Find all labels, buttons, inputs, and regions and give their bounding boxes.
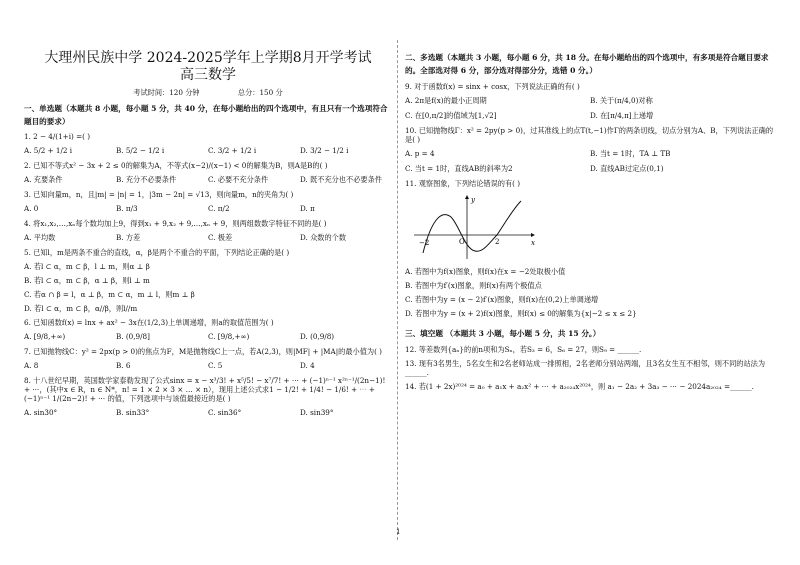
option-d: D. 直线AB过定点(0,1) (590, 163, 664, 173)
question-7: 7. 已知抛物线C：y² = 2px(p > 0)的焦点为F，M是抛物线C上一点，若A(2,3)，则|MF| + |MA|的最小值为( ) (24, 347, 382, 357)
option-b: B. 充分不必要条件 (116, 175, 177, 185)
section-multi-choice: 二、多选题（本题共 3 小题，每小题 6 分，共 18 分。在每小题给出的四个选项中，有多项是符合题目要求的。全部选对得 6 分，部分选对得部分分，选错 0 分。） (405, 53, 769, 75)
question-11: 11. 观察图象，下列结论错误的有( ) (405, 178, 521, 188)
option-d: D. 众数的个数 (300, 233, 347, 243)
option-d: D. 既不充分也不必要条件 (300, 175, 382, 185)
option-d: D. 在[π/4,π]上递增 (590, 110, 654, 120)
question-10-options-ab (405, 149, 775, 158)
option-d: D. 若图中为y = (x + 2)f(x)图象，则f(x) ≤ 0的解集为{x|−2 ≤ x ≤ 2} (405, 308, 637, 318)
option-a: A. 平均数 (24, 233, 56, 243)
y-axis-arrow (465, 195, 469, 199)
title-line2: 高三数学 (180, 66, 236, 83)
question-6: 6. 已知函数f(x) = lnx + ax² − 3x在(1/2,3)上单调递增，则a的取值范围为( ) (24, 318, 274, 328)
question-8-options (24, 408, 392, 417)
question-5: 5. 已知l，m是两条不重合的直线，α，β是两个不重合的平面，下列结论正确的是( ) (24, 248, 290, 258)
option-c: C. π/2 (208, 204, 230, 214)
option-d: D. 若l ⊂ α，m ⊂ β，α//β，则l//m (24, 304, 138, 314)
option-a: A. 8 (24, 361, 39, 371)
question-3: 3. 已知向量m，n，且|m| = |n| = 1，|3m − 2n| = √13，则向量m，n的夹角为( ) (24, 190, 294, 200)
option-c: C. 极差 (208, 233, 233, 243)
question-12: 12. 等差数列{aₙ}的前n项和为Sₙ，若S₃ = 6，S₆ = 27，则S₉ = ______. (405, 344, 642, 354)
section-single-choice: 一、单选题（本题共 8 小题，每小题 5 分，共 40 分，在每小题给出的四个选项中，有且只有一个选项符合题目的要求） (24, 103, 388, 126)
option-b: B. 方差 (116, 233, 141, 243)
option-d: D. π (300, 204, 315, 214)
question-9-options-ab (405, 96, 775, 105)
function-curve (423, 201, 521, 253)
label-neg2: −2 (419, 238, 430, 247)
option-a: A. sin30° (24, 408, 58, 418)
option-c: C. [9/8,+∞) (208, 332, 250, 342)
option-b: B. 若l ⊂ α，m ⊂ β，α ⊥ β，则l ⊥ m (24, 276, 150, 286)
question-2-options (24, 175, 392, 184)
option-a: A. 若图中为f(x)图象，则f(x)在x = −2处取极小值 (405, 266, 566, 276)
function-graph (409, 193, 539, 263)
option-b: B. (0,9/8] (116, 332, 150, 342)
option-a: A. 5/2 + 1/2 i (24, 146, 73, 156)
option-d: D. (0,9/8) (300, 332, 335, 342)
option-c: C. 当t = 1时，直线AB的斜率为2 (405, 163, 513, 173)
option-b: B. sin33° (116, 408, 150, 418)
option-a: A. p = 4 (405, 148, 435, 158)
label-origin: O (459, 237, 465, 246)
label-x: x (531, 238, 535, 247)
option-b: B. 若图中为f′(x)图象，则f(x)有两个极值点 (405, 280, 542, 290)
option-b: B. 当t = 1时，TA ⊥ TB (590, 148, 671, 158)
section-fill-blank: 三、填空题 （本题共 3 小题，每小题 5 分，共 15 分。） (405, 328, 601, 338)
option-a: A. 2π是f(x)的最小正周期 (405, 95, 487, 105)
option-c: C. 若α ∩ β = l，α ⊥ β，m ⊂ α，m ⊥ l，则m ⊥ β (24, 290, 195, 300)
question-6-options (24, 332, 392, 341)
option-c: C. sin36° (208, 408, 242, 418)
page-number: 1 (396, 528, 401, 536)
exam-info (24, 88, 392, 97)
title-line1: 大理州民族中学 2024-2025学年上学期8月开学考试 (44, 50, 372, 66)
option-c: C. 在[0,π/2]的值域为[1,√2] (405, 110, 497, 120)
option-b: B. 5/2 − 1/2 i (116, 146, 165, 156)
option-d: D. sin39° (300, 408, 334, 418)
question-2: 2. 已知不等式x² − 3x + 2 ≤ 0的解集为A，不等式(x−2)/(x−1) < 0的解集为B，则A是B的( ) (24, 161, 328, 171)
question-10: 10. 已知抛物线Γ：x² = 2py(p > 0)，过其准线上的点T(t,−1)作Γ的两条切线，切点分别为A、B，下列说法正确的是( ) (405, 125, 774, 144)
exam-time: 考试时间：120 分钟 (133, 87, 200, 97)
question-10-options-cd (405, 164, 775, 173)
label-y: y (471, 195, 475, 204)
question-9-options-cd (405, 111, 775, 120)
option-d: D. 3/2 − 1/2 i (300, 146, 349, 156)
question-1-options (24, 146, 392, 155)
question-7-options (24, 361, 392, 370)
option-d: D. 4 (300, 361, 315, 371)
option-a: A. 0 (24, 204, 39, 214)
option-c: C. 必要不充分条件 (208, 175, 269, 185)
question-9: 9. 对于函数f(x) = sinx + cosx，下列说法正确的有( ) (405, 81, 580, 91)
column-divider (396, 40, 401, 540)
question-1: 1. 2 − 4/(1+i) =( ) (24, 132, 91, 142)
option-b: B. π/3 (116, 204, 138, 214)
question-11-options (405, 267, 775, 318)
question-4-options (24, 233, 392, 242)
option-b: B. 6 (116, 361, 131, 371)
question-5-options (24, 262, 392, 313)
option-a: A. [9/8,+∞) (24, 332, 66, 342)
option-b: B. 关于(π/4,0)对称 (590, 95, 653, 105)
question-13: 13. 现有3名男生，5名女生和2名老师站成一排照相，2名老师分别站两端，且3名女生互不相邻，则不同的站法为______. (405, 358, 766, 377)
option-a: A. 充要条件 (24, 175, 63, 185)
x-axis-arrow (531, 233, 535, 237)
right-column (405, 48, 775, 396)
option-c: C. 5 (208, 361, 223, 371)
question-14: 14. 若(1 + 2x)²⁰²⁴ = a₀ + a₁x + a₂x² + ⋯ + a₂₀₂₄x²⁰²⁴，则 a₁ − 2a₂ + 3a₃ − ⋯ − 2024a₂₀₂₄ =______. (405, 381, 754, 391)
option-a: A. 若l ⊂ α，m ⊂ β，l ⊥ m，则α ⊥ β (24, 262, 150, 272)
exam-score: 总分：150 分 (237, 87, 283, 97)
question-4: 4. 将x₁,x₂,…,xₙ每个数均加上9，得到x₁ + 9,x₂ + 9,…,xₙ + 9，则两组数数字特征不同的是( ) (24, 219, 327, 229)
left-column (24, 44, 392, 423)
option-c: C. 若图中为y = (x − 2)f′(x)图象，则f(x)在(0,2)上单调递增 (405, 294, 599, 304)
question-3-options (24, 204, 392, 213)
label-2: 2 (495, 237, 500, 246)
exam-title (24, 50, 392, 84)
question-8: 8. 十八世纪早期，英国数学家泰勒发现了公式sinx = x − x³/3! + x⁵/5! − x⁷/7! + ⋯ + (−1)ⁿ⁻¹ x²ⁿ⁻¹/(2n−1)! + ⋯，(其中x ∈ R，n ∈ N*，n! = 1 × 2 × 3 × … × n），现用上述公式求1 − 1/2! + 1/4! − 1/6! + ⋯ + (−1)ⁿ⁻¹ 1/(2n−2)! + ⋯ 的值，下列选项中与该值最接近的是( ) (24, 376, 386, 404)
option-c: C. 3/2 + 1/2 i (208, 146, 257, 156)
